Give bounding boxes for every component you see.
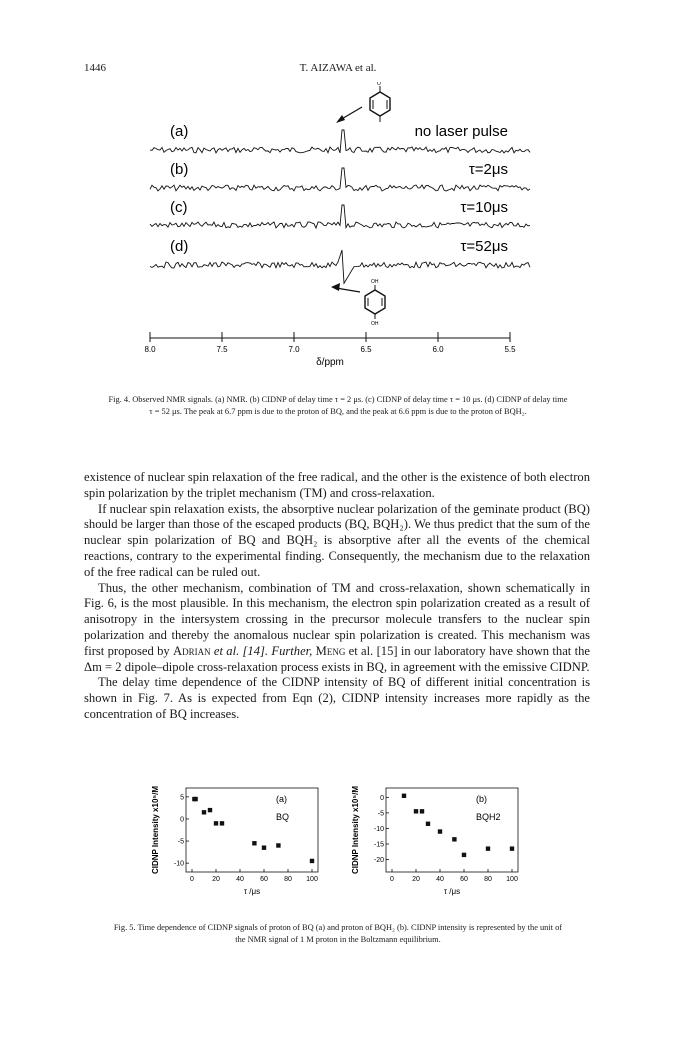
data-point: [486, 846, 490, 850]
trace-label: (a): [170, 123, 189, 140]
bqh2-arrow-icon: [331, 283, 360, 292]
y-tick-label: -15: [373, 841, 384, 849]
data-point: [276, 843, 280, 847]
data-point: [438, 829, 442, 833]
data-point: [452, 837, 456, 841]
data-point: [214, 821, 218, 825]
x-tick-label: 100: [506, 876, 518, 883]
chart-panel-b: [351, 786, 518, 896]
axis-tick-label: 7.0: [288, 345, 300, 354]
nmr-traces: [150, 123, 530, 283]
body-text: [84, 470, 590, 723]
panel-annotation: BQ: [276, 812, 290, 822]
bqh2-hydroxyl-top: OH: [371, 279, 379, 285]
figure-5: [138, 782, 538, 902]
trace-condition: τ=10μs: [460, 199, 508, 216]
figure-5-caption: Fig. 5. Time dependence of CIDNP signals of proton of BQ (a) and proton of BQH₂ (b). CIDNP intensity is represented by the unit of the NMR signal of 1 M proton in the Boltzmann equilibrium.: [113, 923, 563, 944]
x-tick-label: 60: [260, 876, 268, 883]
y-tick-label: -5: [377, 810, 384, 818]
trace-condition: no laser pulse: [414, 123, 508, 140]
x-tick-label: 60: [460, 876, 468, 883]
data-point: [262, 845, 266, 849]
x-tick-label: 0: [390, 876, 394, 883]
paragraph-1: existence of nuclear spin relaxation of the free radical, and the other is the existence of both electron spin polarization by the triplet mechanism (TM) and cross-relaxation.: [84, 470, 590, 500]
axis-tick-label: 6.0: [432, 345, 444, 354]
plot-frame: [186, 788, 318, 872]
page-number: 1446: [84, 62, 106, 74]
x-tick-label: 20: [212, 876, 220, 883]
data-point: [310, 859, 314, 863]
bq-molecule-icon: [370, 82, 390, 122]
x-axis-label: τ /μs: [243, 887, 261, 896]
x-tick-label: 80: [284, 876, 292, 883]
x-tick-label: 40: [236, 876, 244, 883]
x-tick-label: 40: [436, 876, 444, 883]
trace-label: (c): [170, 199, 188, 216]
y-axis-label: CIDNP Intensity x10⁵/M: [151, 785, 160, 875]
paragraph-3: Thus, the other mechanism, combination of TM and cross-relaxation, shown schematically in Fig. 6, is the most plausible. In this mechanism, the electron spin polarization created as a result of anisotropy in the intersystem crossing in the precursor molecule transfers to the nuclear spin polarization and thereby the anomalous nuclear spin polarization is created. This mechanism was first proposed by Adrian et al. [14]. Further, Meng et al. [15] in our laboratory have shown that the Δm = 2 dipole–dipole cross-relaxation process exists in BQ, in agreement with the emissive CIDNP.: [84, 580, 590, 674]
bqh2-hydroxyl-bottom: OH: [371, 321, 379, 327]
y-tick-label: 5: [180, 794, 184, 802]
author-meng: Meng: [315, 643, 346, 658]
x-tick-label: 100: [306, 876, 318, 883]
data-point: [402, 794, 406, 798]
paragraph-4: The delay time dependence of the CIDNP intensity of BQ of different initial concentration is shown in Fig. 7. As is expected from Eqn (2), CIDNP intensity increases more rapidly as the concentration of BQ increases.: [84, 675, 590, 721]
data-point: [202, 810, 206, 814]
axis-tick-label: 8.0: [144, 345, 156, 354]
x-tick-label: 0: [190, 876, 194, 883]
axis-tick-label: 7.5: [216, 345, 228, 354]
y-tick-label: -10: [173, 860, 184, 868]
axis-tick-label: 5.5: [504, 345, 516, 354]
y-tick-label: -5: [177, 838, 184, 846]
data-point: [426, 822, 430, 826]
author-adrian: Adrian: [172, 643, 211, 658]
paragraph-2: If nuclear spin relaxation exists, the absorptive nuclear polarization of the geminate product (BQ) should be larger than those of the escaped products (BQ, BQH₂). We thus predict that the sum of the nuclear spin polarization of BQ and BQH₂ is absorptive after all the events of the chemical reactions, contrary to the experimental finding. Consequently, the mechanism due to the relaxation of the free radical can be ruled out.: [84, 501, 590, 579]
y-axis-label: CIDNP Intensity x10⁵/M: [351, 785, 360, 875]
y-tick-label: 0: [380, 794, 384, 802]
figure-4-caption: Fig. 4. Observed NMR signals. (a) NMR. (b) CIDNP of delay time τ = 2 μs. (c) CIDNP of delay time τ = 10 μs. (d) CIDNP of delay time τ = 52 μs. The peak at 6.7 ppm is due to the proton of BQ, and the peak at 6.6 ppm is due to the proton of BQH₂.: [108, 395, 568, 416]
panel-label: (a): [276, 794, 287, 804]
figure-4: [130, 82, 550, 392]
data-point: [220, 821, 224, 825]
x-axis-label: τ /μs: [443, 887, 461, 896]
panel-annotation: BQH2: [476, 812, 501, 822]
data-point: [510, 846, 514, 850]
ppm-axis: [144, 332, 516, 368]
panel-label: (b): [476, 794, 487, 804]
data-point: [414, 809, 418, 813]
trace-label: (d): [170, 238, 189, 255]
data-point: [462, 853, 466, 857]
axis-label: δ/ppm: [316, 357, 344, 368]
data-point: [208, 808, 212, 812]
trace-label: (b): [170, 161, 189, 178]
bqh2-molecule-icon: [365, 279, 385, 327]
data-point: [193, 797, 197, 801]
y-tick-label: -10: [373, 825, 384, 833]
data-point: [420, 809, 424, 813]
x-tick-label: 80: [484, 876, 492, 883]
x-tick-label: 20: [412, 876, 420, 883]
bq-arrow-icon: [336, 107, 362, 123]
trace-condition: τ=2μs: [468, 161, 508, 178]
y-tick-label: -20: [373, 857, 384, 865]
running-title: T. AIZAWA et al.: [299, 62, 377, 74]
bq-oxygen-label: O: [377, 82, 381, 87]
y-tick-label: 0: [180, 816, 184, 824]
data-point: [252, 841, 256, 845]
chart-panel-a: [151, 786, 318, 896]
plot-frame: [386, 788, 518, 872]
trace-condition: τ=52μs: [460, 238, 508, 255]
axis-tick-label: 6.5: [360, 345, 372, 354]
